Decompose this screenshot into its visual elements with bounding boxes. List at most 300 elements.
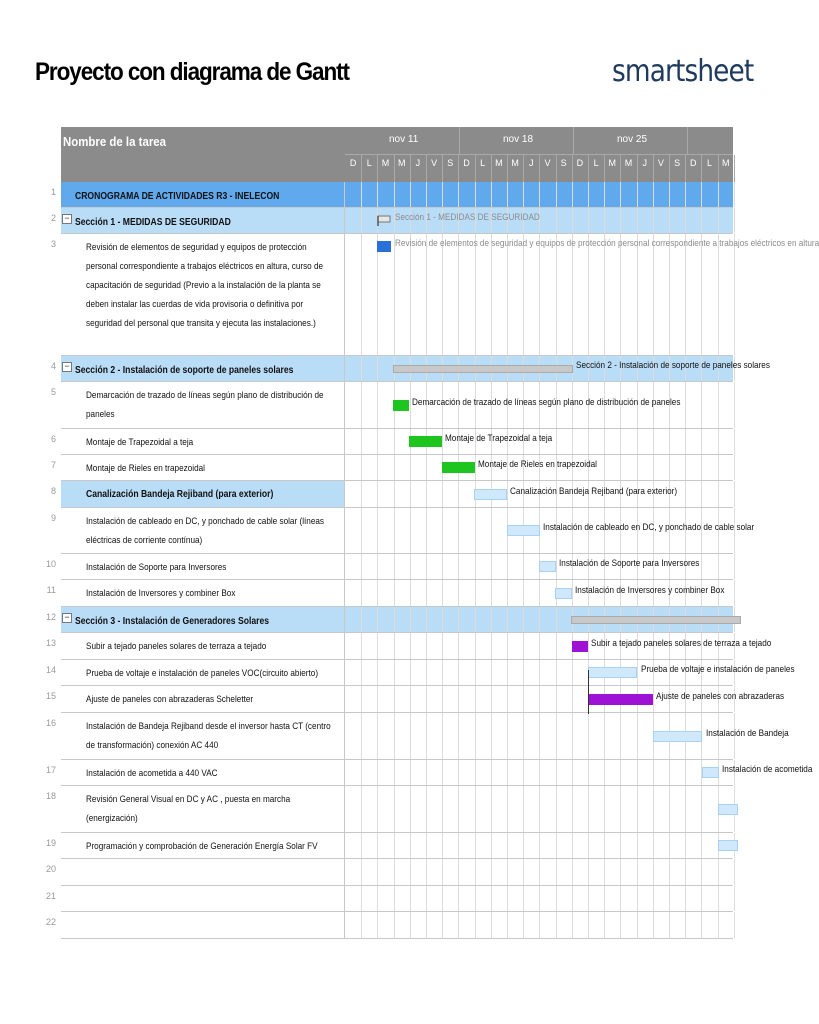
day-gridline (588, 633, 589, 659)
day-gridline (458, 580, 459, 606)
day-gridline (701, 455, 702, 480)
day-gridline (523, 580, 524, 606)
day-gridline (475, 633, 476, 659)
day-gridline (507, 859, 508, 885)
day-gridline (572, 713, 573, 759)
timeline-cell[interactable] (345, 554, 733, 579)
task-name-cell[interactable] (61, 713, 345, 759)
table-row[interactable] (61, 182, 733, 208)
task-name-cell[interactable] (61, 554, 345, 579)
day-gridline (523, 786, 524, 832)
day-gridline (410, 182, 411, 207)
day-gridline (394, 607, 395, 632)
timeline-cell[interactable] (345, 633, 772, 659)
day-gridline (361, 554, 362, 579)
day-gridline (734, 912, 735, 938)
day-label: M (381, 158, 390, 168)
day-gridline (734, 580, 735, 606)
gantt-bar[interactable] (442, 462, 475, 473)
day-gridline (685, 429, 686, 454)
table-row[interactable] (61, 786, 733, 833)
day-gridline (491, 633, 492, 659)
day-gridline (394, 580, 395, 606)
day-label: L (593, 158, 599, 168)
day-gridline (588, 208, 589, 233)
day-gridline (361, 208, 362, 233)
day-gridline (361, 660, 362, 685)
day-gridline (361, 455, 362, 480)
gantt-bar[interactable] (702, 767, 719, 778)
day-gridline (572, 686, 573, 712)
day-gridline (491, 833, 492, 858)
day-gridline (442, 833, 443, 858)
day-gridline (377, 508, 378, 553)
day-gridline (556, 182, 557, 207)
timeline-cell[interactable] (345, 686, 785, 712)
day-gridline (588, 760, 589, 785)
gantt-bar[interactable] (539, 561, 556, 572)
day-gridline (556, 886, 557, 911)
day-gridline (653, 912, 654, 938)
day-label: M (624, 158, 633, 168)
day-gridline (653, 429, 654, 454)
day-gridline (604, 859, 605, 885)
table-row[interactable] (61, 713, 789, 760)
gantt-bar-label: Instalación de cableado en DC, y ponchado de cable solar (543, 522, 755, 533)
row-number: 8 (50, 486, 56, 496)
day-gridline (507, 554, 508, 579)
table-row[interactable] (61, 508, 755, 554)
day-gridline (491, 886, 492, 911)
day-gridline (377, 833, 378, 858)
timeline-cell[interactable] (345, 182, 733, 207)
task-name-cell[interactable] (61, 508, 345, 553)
day-gridline (410, 633, 411, 659)
task-name-cell[interactable] (61, 912, 345, 938)
day-gridline (491, 713, 492, 759)
day-gridline (507, 833, 508, 858)
day-gridline (394, 481, 395, 507)
task-name-cell[interactable] (61, 686, 345, 712)
day-gridline (539, 686, 540, 712)
table-row[interactable] (61, 833, 733, 859)
day-gridline (410, 686, 411, 712)
timeline-cell[interactable] (345, 886, 733, 911)
day-gridline (620, 455, 621, 480)
day-gridline (458, 182, 459, 207)
table-row[interactable] (61, 554, 733, 580)
day-gridline (669, 208, 670, 233)
day-gridline (458, 786, 459, 832)
day-gridline (637, 429, 638, 454)
day-gridline (620, 912, 621, 938)
day-gridline (361, 481, 362, 507)
task-name-cell[interactable] (61, 580, 345, 606)
day-gridline (539, 182, 540, 207)
day-gridline (361, 859, 362, 885)
task-name: Sección 1 - MEDIDAS DE SEGURIDAD (75, 217, 231, 228)
task-name-cell[interactable] (61, 429, 345, 454)
task-name-cell[interactable] (61, 886, 345, 911)
day-gridline (572, 429, 573, 454)
timeline-cell[interactable] (345, 208, 733, 233)
task-name-cell[interactable] (61, 455, 345, 480)
timeline-cell[interactable] (345, 833, 733, 858)
gantt-bar[interactable] (653, 731, 702, 742)
table-row[interactable] (61, 633, 772, 660)
day-gridline (426, 580, 427, 606)
day-gridline (361, 234, 362, 355)
table-row[interactable] (61, 686, 785, 713)
gantt-bar[interactable] (507, 525, 540, 536)
day-gridline (556, 833, 557, 858)
day-gridline (685, 382, 686, 428)
day-gridline (377, 607, 378, 632)
day-gridline (475, 713, 476, 759)
day-gridline (588, 182, 589, 207)
day-gridline (572, 660, 573, 685)
task-name-column-header[interactable] (61, 127, 345, 182)
table-row[interactable] (61, 455, 733, 481)
day-gridline (410, 455, 411, 480)
day-gridline (491, 234, 492, 355)
row-number: 14 (45, 665, 56, 675)
day-gridline (701, 382, 702, 428)
day-gridline (475, 786, 476, 832)
day-gridline (718, 912, 719, 938)
day-gridline (523, 686, 524, 712)
section-flag-icon (377, 216, 391, 226)
day-gridline (620, 429, 621, 454)
day-gridline (426, 660, 427, 685)
timeline-cell[interactable] (345, 481, 733, 507)
week-divider (459, 127, 460, 154)
row-number: 17 (45, 765, 56, 775)
table-row[interactable] (61, 481, 733, 508)
day-gridline (556, 786, 557, 832)
timeline-cell[interactable] (345, 713, 789, 759)
table-row[interactable] (61, 580, 733, 607)
day-gridline (653, 182, 654, 207)
day-gridline (539, 833, 540, 858)
day-gridline (653, 786, 654, 832)
gantt-bar-label: Demarcación de trazado de líneas según plano de distribución de paneles (412, 397, 681, 408)
day-gridline (426, 633, 427, 659)
day-gridline (377, 182, 378, 207)
day-gridline (572, 760, 573, 785)
day-gridline (442, 912, 443, 938)
day-gridline (523, 713, 524, 759)
day-gridline (556, 429, 557, 454)
day-gridline (410, 508, 411, 553)
day-gridline (718, 455, 719, 480)
day-gridline (539, 886, 540, 911)
table-row[interactable] (61, 859, 733, 886)
timeline-cell[interactable] (345, 859, 733, 885)
day-gridline (377, 481, 378, 507)
day-gridline (556, 607, 557, 632)
gantt-bar-label: Prueba de voltaje e instalación de paneles (641, 664, 795, 675)
timeline-cell[interactable] (345, 356, 770, 381)
day-gridline (556, 660, 557, 685)
day-gridline (410, 786, 411, 832)
day-gridline (377, 686, 378, 712)
day-label: M (721, 158, 730, 168)
row-number: 15 (45, 691, 56, 701)
day-gridline (734, 455, 735, 480)
task-name-cell[interactable] (61, 833, 345, 858)
table-row[interactable] (61, 382, 733, 429)
day-gridline (426, 859, 427, 885)
task-name: CRONOGRAMA DE ACTIVIDADES R3 - INELECON (75, 191, 280, 202)
gantt-bar[interactable] (588, 667, 637, 678)
row-number: 1 (50, 187, 56, 197)
task-name-cell[interactable] (61, 859, 345, 885)
timeline-cell[interactable] (345, 382, 733, 428)
gantt-bar[interactable] (718, 804, 738, 815)
day-gridline (523, 660, 524, 685)
collapse-icon[interactable]: − (62, 613, 72, 623)
day-gridline (669, 760, 670, 785)
gantt-bar[interactable] (718, 840, 738, 851)
day-gridline (394, 455, 395, 480)
day-gridline (410, 886, 411, 911)
task-name-cell[interactable] (61, 382, 345, 428)
day-gridline (507, 580, 508, 606)
timeline-header (345, 127, 733, 182)
day-gridline (701, 886, 702, 911)
day-gridline (475, 508, 476, 553)
timeline-cell[interactable] (345, 580, 733, 606)
timeline-cell[interactable] (345, 912, 733, 938)
day-gridline (475, 234, 476, 355)
day-gridline (442, 713, 443, 759)
task-name-cell[interactable] (61, 607, 345, 632)
day-gridline (410, 833, 411, 858)
gantt-bar[interactable] (393, 400, 409, 411)
day-gridline (394, 234, 395, 355)
day-gridline (410, 580, 411, 606)
day-gridline (718, 481, 719, 507)
day-gridline (523, 859, 524, 885)
day-gridline (685, 208, 686, 233)
day-gridline (523, 182, 524, 207)
day-gridline (637, 833, 638, 858)
table-row[interactable] (61, 886, 733, 912)
day-gridline (491, 182, 492, 207)
row-number: 11 (46, 585, 56, 595)
day-gridline (685, 760, 686, 785)
day-gridline (507, 760, 508, 785)
gantt-bar-label: Revisión de elementos de seguridad y equipos de protección personal correspondiente a trabajos eléctricos en altura (395, 238, 819, 249)
row-number: 2 (50, 213, 56, 223)
timeline-cell[interactable] (345, 455, 733, 480)
day-gridline (685, 481, 686, 507)
day-label: J (642, 158, 647, 168)
day-label: S (560, 158, 567, 168)
day-gridline (523, 912, 524, 938)
day-gridline (637, 455, 638, 480)
task-name-cell[interactable] (61, 481, 345, 507)
day-gridline (475, 580, 476, 606)
gantt-bar-label: Subir a tejado paneles solares de terraza a tejado (591, 638, 772, 649)
day-gridline (669, 182, 670, 207)
task-name: Revisión General Visual en DC y AC , puesta en marcha (energización) (86, 794, 291, 824)
day-gridline (718, 554, 719, 579)
table-row[interactable] (61, 208, 733, 234)
day-gridline (734, 182, 735, 207)
day-gridline (718, 382, 719, 428)
day-gridline (572, 886, 573, 911)
gantt-bar-label: Ajuste de paneles con abrazaderas (656, 691, 785, 702)
day-gridline (637, 182, 638, 207)
day-gridline (701, 182, 702, 207)
task-name-cell[interactable] (61, 660, 345, 685)
day-gridline (523, 607, 524, 632)
timeline-cell[interactable] (345, 607, 733, 632)
collapse-icon[interactable]: − (62, 362, 72, 372)
gantt-bar[interactable] (588, 694, 653, 705)
day-gridline (394, 182, 395, 207)
row-number: 22 (45, 917, 56, 927)
collapse-icon[interactable]: − (62, 214, 72, 224)
timeline-cell[interactable] (345, 786, 733, 832)
day-gridline (394, 760, 395, 785)
day-label: L (480, 158, 486, 168)
task-name-cell[interactable] (61, 208, 345, 233)
day-gridline (572, 912, 573, 938)
day-label: S (447, 158, 454, 168)
table-row[interactable] (61, 760, 813, 786)
table-row[interactable] (61, 234, 819, 356)
day-gridline (539, 713, 540, 759)
table-row[interactable] (61, 912, 733, 939)
day-gridline (604, 182, 605, 207)
day-gridline (458, 912, 459, 938)
day-gridline (588, 786, 589, 832)
day-gridline (637, 760, 638, 785)
day-gridline (539, 912, 540, 938)
gantt-bar[interactable] (474, 489, 507, 500)
day-gridline (426, 833, 427, 858)
row-number: 9 (50, 513, 56, 523)
day-gridline (361, 760, 362, 785)
task-name: Revisión de elementos de seguridad y equipos de protección personal correspondiente a trabajos eléctricos en altura, curso de capacitación de seguridad (Previo a la instalación de la planta se deben instalar las cuerdas de vida provisoria o definitiva por seguridad del personal que transita y ejecuta las instalaciones.) (86, 242, 324, 329)
day-gridline (361, 382, 362, 428)
task-name-cell[interactable] (61, 234, 345, 355)
task-name-cell[interactable] (61, 633, 345, 659)
day-gridline (604, 833, 605, 858)
task-name-cell[interactable] (61, 356, 345, 381)
day-gridline (507, 660, 508, 685)
task-name: Instalación de Inversores y combiner Box (86, 588, 236, 599)
week-label: nov 25 (617, 134, 648, 145)
table-row[interactable] (61, 429, 733, 455)
gantt-bar-label: Montaje de Trapezoidal a teja (445, 433, 553, 444)
day-gridline (637, 208, 638, 233)
day-gridline (588, 886, 589, 911)
day-gridline (539, 786, 540, 832)
day-gridline (377, 554, 378, 579)
task-name-cell[interactable] (61, 760, 345, 785)
day-gridline (572, 833, 573, 858)
day-gridline (442, 554, 443, 579)
gantt-bar[interactable] (572, 641, 588, 652)
task-name-cell[interactable] (61, 786, 345, 832)
gantt-bar[interactable] (409, 436, 442, 447)
day-gridline (507, 912, 508, 938)
day-gridline (458, 859, 459, 885)
day-gridline (410, 660, 411, 685)
gantt-summary-bar[interactable] (571, 616, 741, 624)
day-gridline (377, 713, 378, 759)
day-gridline (458, 481, 459, 507)
day-gridline (604, 208, 605, 233)
day-gridline (410, 607, 411, 632)
day-gridline (426, 234, 427, 355)
day-gridline (637, 234, 638, 355)
row-number-column (0, 0, 61, 1024)
day-gridline (669, 886, 670, 911)
day-gridline (685, 859, 686, 885)
day-label: D (463, 158, 470, 168)
timeline-cell[interactable] (345, 660, 795, 685)
day-gridline (669, 234, 670, 355)
day-gridline (588, 234, 589, 355)
row-number: 3 (50, 239, 56, 249)
timeline-cell[interactable] (345, 760, 813, 785)
day-gridline (426, 760, 427, 785)
table-row[interactable] (61, 660, 795, 686)
day-gridline (377, 912, 378, 938)
gantt-bar[interactable] (555, 588, 572, 599)
day-gridline (410, 554, 411, 579)
day-gridline (442, 607, 443, 632)
task-name-cell[interactable] (61, 182, 345, 207)
day-gridline (669, 859, 670, 885)
day-label: D (576, 158, 584, 168)
gantt-bar[interactable] (377, 241, 391, 252)
day-gridline (442, 580, 443, 606)
gantt-bar-label: Montaje de Rieles en trapezoidal (478, 459, 598, 470)
timeline-cell[interactable] (345, 508, 755, 553)
day-gridline (556, 760, 557, 785)
day-gridline (361, 686, 362, 712)
day-gridline (604, 886, 605, 911)
day-gridline (539, 580, 540, 606)
week-divider (573, 127, 574, 154)
day-gridline (523, 234, 524, 355)
day-gridline (442, 234, 443, 355)
task-name: Instalación de Bandeja Rejiband desde el inversor hasta CT (centro de transformación) conexión AC 440 (86, 721, 331, 751)
gantt-bar[interactable] (393, 365, 573, 373)
day-gridline (701, 429, 702, 454)
day-gridline (442, 686, 443, 712)
day-gridline (458, 554, 459, 579)
task-name: Montaje de Rieles en trapezoidal (86, 463, 206, 474)
timeline-cell[interactable] (345, 429, 733, 454)
day-gridline (685, 886, 686, 911)
row-number: 18 (45, 791, 56, 801)
gantt-bar-label: Instalación de acometida (722, 764, 813, 775)
day-gridline (523, 633, 524, 659)
day-gridline (572, 786, 573, 832)
day-gridline (669, 429, 670, 454)
timeline-cell[interactable] (345, 234, 819, 355)
table-row[interactable] (61, 356, 770, 382)
gantt-bar-label: Instalación de Inversores y combiner Box (575, 585, 725, 596)
table-row[interactable] (61, 607, 733, 633)
